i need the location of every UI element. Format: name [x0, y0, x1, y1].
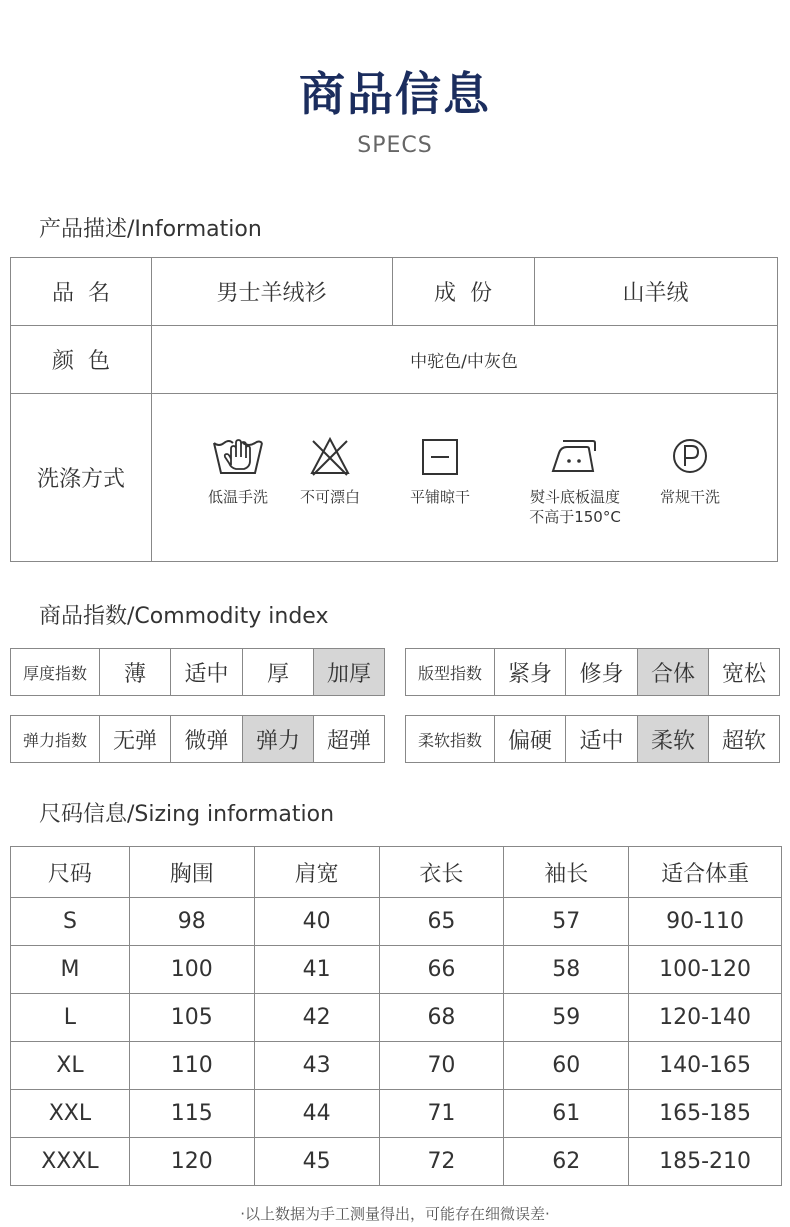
size-heading: 尺码信息/Sizing information	[39, 802, 335, 827]
name-value: 男士羊绒衫	[216, 281, 327, 306]
info-heading: 产品描述/Information	[39, 217, 262, 242]
table-row	[11, 1090, 782, 1138]
table-cell: 110	[129, 1042, 254, 1090]
table-cell: 60	[504, 1042, 629, 1090]
index-option: 适中	[170, 649, 242, 695]
table-cell: 98	[129, 898, 254, 946]
table-cell: 100-120	[629, 946, 782, 994]
table-cell: XXL	[11, 1090, 130, 1138]
dry-clean-icon	[669, 435, 711, 477]
table-cell: 45	[254, 1138, 379, 1186]
index-option: 适中	[565, 716, 637, 762]
care-item-iron	[509, 435, 641, 527]
table-cell: 44	[254, 1090, 379, 1138]
info-table	[10, 257, 778, 562]
table-row	[11, 1042, 782, 1090]
index-option-selected: 柔软	[637, 716, 708, 762]
index-option: 无弹	[99, 716, 170, 762]
table-cell: 68	[379, 994, 504, 1042]
column-header: 肩宽	[254, 847, 379, 898]
dry-flat-icon	[419, 435, 461, 477]
material-value: 山羊绒	[622, 281, 689, 306]
table-cell: 61	[504, 1090, 629, 1138]
table-cell: 115	[129, 1090, 254, 1138]
table-cell: L	[11, 994, 130, 1042]
index-option: 超软	[708, 716, 779, 762]
index-option-selected: 加厚	[313, 649, 384, 695]
page-subtitle: SPECS	[357, 133, 433, 158]
disclaimer-note: ·以上数据为手工测量得出，可能存在细微误差·	[240, 1205, 550, 1223]
table-cell: 58	[504, 946, 629, 994]
iron-icon	[549, 435, 601, 477]
column-header: 尺码	[11, 847, 130, 898]
index-row-thickness	[10, 648, 385, 696]
page-title: 商品信息	[299, 67, 491, 121]
column-header: 适合体重	[629, 847, 782, 898]
index-label: 厚度指数	[22, 663, 87, 683]
name-label: 品 名	[52, 281, 110, 306]
material-label: 成 份	[434, 281, 492, 306]
index-option-selected: 弹力	[242, 716, 313, 762]
index-row-softness	[405, 715, 780, 763]
hand-wash-icon	[211, 435, 265, 477]
column-header: 袖长	[504, 847, 629, 898]
care-item-dry-clean	[635, 435, 745, 507]
index-option-selected: 合体	[637, 649, 708, 695]
care-icons-area	[151, 393, 777, 561]
table-cell: 72	[379, 1138, 504, 1186]
table-cell: S	[11, 898, 130, 946]
table-row	[11, 946, 782, 994]
index-option: 薄	[99, 649, 170, 695]
care-label: 熨斗底板温度	[529, 488, 620, 506]
table-cell: 120	[129, 1138, 254, 1186]
table-cell: 90-110	[629, 898, 782, 946]
index-option: 紧身	[494, 649, 565, 695]
care-label-line2: 不高于150°C	[529, 508, 621, 526]
index-option: 偏硬	[494, 716, 565, 762]
column-header: 衣长	[379, 847, 504, 898]
index-option: 超弹	[313, 716, 384, 762]
care-label: 常规干洗	[659, 488, 720, 506]
table-cell: 57	[504, 898, 629, 946]
table-cell: 70	[379, 1042, 504, 1090]
care-label: 不可漂白	[299, 488, 360, 506]
table-cell: 71	[379, 1090, 504, 1138]
care-label: 低温手洗	[207, 488, 268, 506]
index-label: 柔软指数	[417, 730, 482, 750]
care-item-no-bleach	[275, 435, 385, 507]
table-cell: XL	[11, 1042, 130, 1090]
size-header-row	[11, 847, 782, 898]
table-cell: 62	[504, 1138, 629, 1186]
no-bleach-icon	[308, 435, 352, 477]
care-label: 平铺晾干	[409, 488, 470, 506]
table-cell: 66	[379, 946, 504, 994]
table-cell: 40	[254, 898, 379, 946]
table-row	[11, 994, 782, 1042]
table-row	[11, 898, 782, 946]
index-heading: 商品指数/Commodity index	[39, 604, 329, 629]
table-cell: 65	[379, 898, 504, 946]
index-row-fit	[405, 648, 780, 696]
care-item-dry-flat	[385, 435, 495, 507]
table-cell: M	[11, 946, 130, 994]
size-table	[10, 846, 782, 1186]
table-cell: XXXL	[11, 1138, 130, 1186]
table-cell: 140-165	[629, 1042, 782, 1090]
index-option: 微弹	[170, 716, 242, 762]
table-cell: 100	[129, 946, 254, 994]
table-cell: 42	[254, 994, 379, 1042]
column-header: 胸围	[129, 847, 254, 898]
index-label: 版型指数	[417, 663, 482, 683]
index-row-elasticity	[10, 715, 385, 763]
table-cell: 185-210	[629, 1138, 782, 1186]
index-option: 宽松	[708, 649, 779, 695]
table-cell: 105	[129, 994, 254, 1042]
wash-label: 洗涤方式	[36, 466, 125, 492]
table-cell: 165-185	[629, 1090, 782, 1138]
table-cell: 41	[254, 946, 379, 994]
table-row	[11, 1138, 782, 1186]
index-option: 厚	[242, 649, 313, 695]
index-label: 弹力指数	[22, 730, 87, 750]
table-cell: 59	[504, 994, 629, 1042]
table-cell: 120-140	[629, 994, 782, 1042]
table-cell: 43	[254, 1042, 379, 1090]
index-option: 修身	[565, 649, 637, 695]
color-label: 颜 色	[52, 348, 110, 374]
color-value: 中驼色/中灰色	[410, 351, 518, 372]
